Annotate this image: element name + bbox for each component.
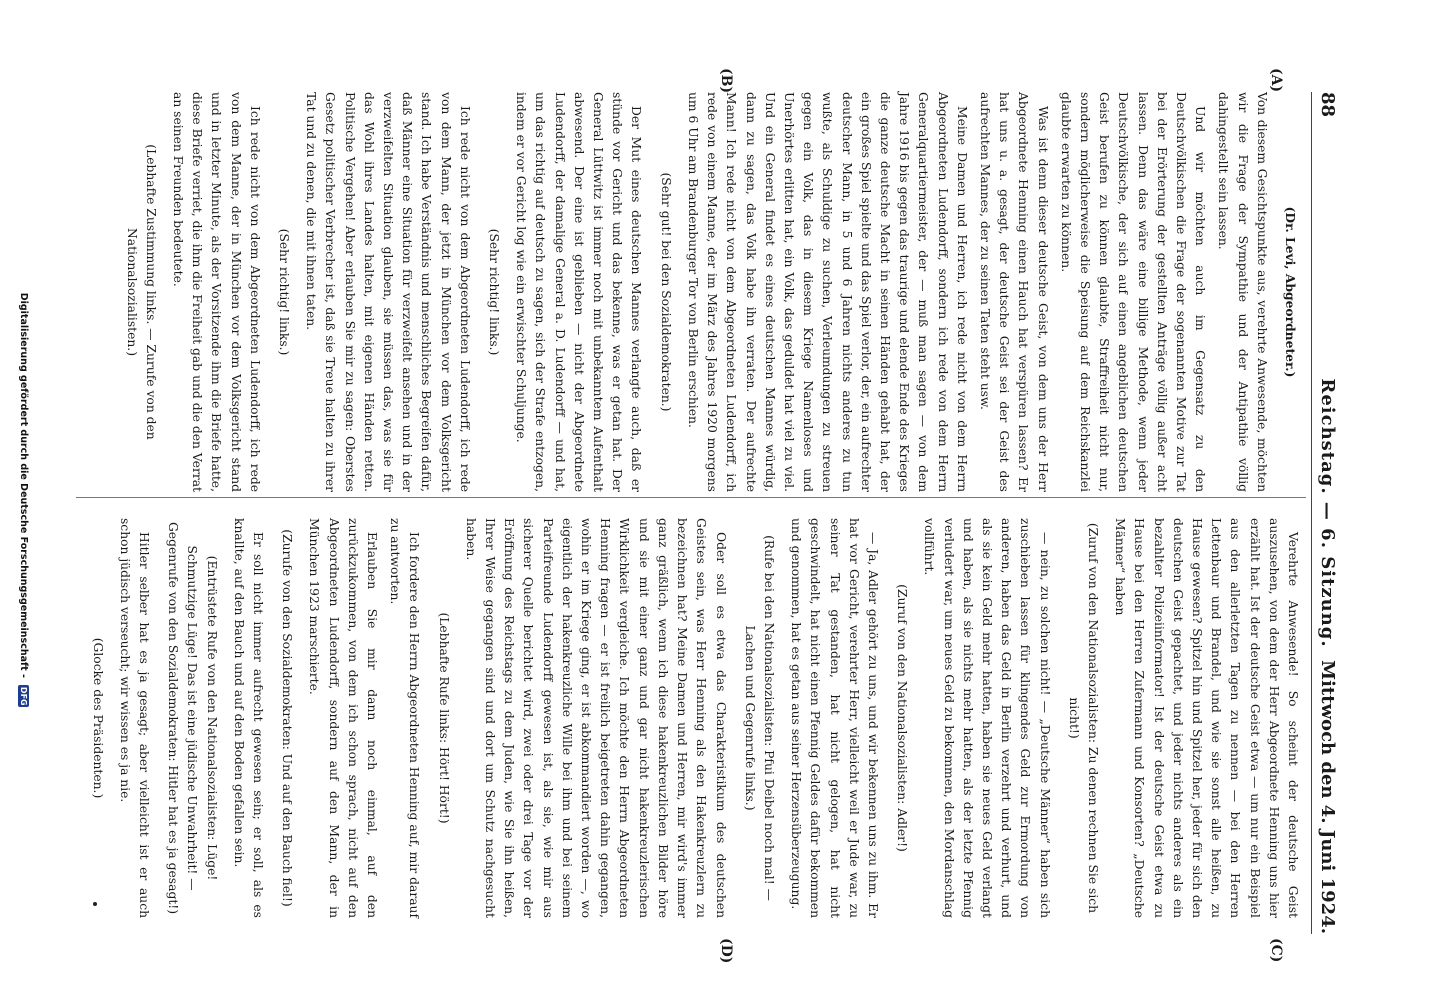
- right-column: [77, 518, 1302, 918]
- interjection: (Entrüstete Rufe von den Nationalsozialisten: Lüge! Schmutzige Lüge! Das ist eine jüdische Unwahrheit! — Gegenrufe von den Sozialdemokraten: Hitler hat es ja gesagt!): [166, 521, 219, 915]
- interjection: (Sehr richtig! links.): [277, 228, 292, 356]
- paragraph: Oder soll es etwa das Charakteristikum des deutschen Geistes sein, was Herr Henning als den Hakenkreuzlern zu bezeichnen hat? Meine Damen und Herren, mir wird's immer ganz gräßlich, wenn ich diese hakenkreuzlichen Bilder höre und sie mit einer ganz und gar nicht hakenkreuzlerischen Wirklichkeit vergleiche. Ich möchte den Herrn Abgeordneten Henning fragen — er ist freilich beigetreten dahin gegangen, wohin er im Kriege ging, er ist abkommandiert worden —, wo eigentlich der hakenkreuzliche Wille bei ihm und bei seinem Parteifreunde Ludendorff gewesen ist, als sie, wie mir aus sicherer Quelle berichtet wird, zwei oder drei Tage vor der Eröffnung des Reichstags zu dem Juden, wie Sie ihn heißen, Ihrer Weise gegangen sind und dort um Schutz nachgesucht haben.: [463, 518, 728, 918]
- paragraph: Von diesem Gesichtspunkte aus, verehrte Anwesende, möchten wir die Frage der Sympathie und der Antipathie völlig dahingestellt sein lassen.: [1216, 92, 1269, 492]
- paragraph: Was ist denn dieser deutsche Geist, von dem uns der Herr Abgeordnete Henning einen Hauch hat verspüren lassen? Er hat uns u. a. gesagt, der deutsche Geist sei der Geist des aufrechten Mannes, der zu seinen Taten steht usw.: [977, 92, 1050, 492]
- header-rule: [1311, 92, 1312, 934]
- footer-text: Digitalisierung gefördert durch die Deutsche Forschungsgemeinschaft -: [18, 292, 29, 678]
- interjection: (Lebhafte Zustimmung links. — Zurufe von den Nationalsozialisten.): [124, 144, 158, 440]
- digitization-footer: [18, 0, 29, 1000]
- page-header: [1308, 92, 1344, 934]
- paragraph: Ich fordere den Herrn Abgeordneten Henning auf, mir darauf zu antworten.: [388, 518, 422, 918]
- margin-mark-d: (D): [718, 938, 734, 964]
- interjection: (Sehr richtig! links.): [487, 228, 502, 356]
- paragraph: Verehrte Anwesende! So scheint der deutsche Geist auszusehen, von dem der Herr Abgeordnete Henning uns hier erzählt hat. Ist der deutsche Geist etwa — um nur ein Beispiel aus den allerletzten Tagen zu nennen — bei den Herren Lettenbaur und Brandel, und wie sie sonst alle heißen, zu Hause gewesen? Spitzel hin und Spitzel her, jeder für sich den deutschen Geist gepachtet, und jeder nichts anderes als ein bezahlter Polizeiinformator! Ist der deutsche Geist etwa zu Hause bei den Herren Zufermann und Konsorten? „Deutsche Männer“ haben: [1113, 518, 1300, 918]
- stray-dot: [93, 902, 97, 906]
- paragraph: — Ja, Adler gehört zu uns, und wir bekennen uns zu ihm. Er hat vor Gericht, verehrter Herr, vielleicht weil er Jude war, zu seiner Tat gestanden, hat nicht gelogen, hat nicht geschwindelt, hat nicht einen Pfennig Geldes dafür bekommen und genommen, hat es getan aus seiner Herzensüberzeugung.: [789, 518, 880, 918]
- interjection: (Rufe bei den Nationalsozialisten: Pfui Deibel noch mal! — Lachen und Gegenrufe links.): [742, 535, 776, 901]
- page-number: 88: [1317, 92, 1338, 118]
- interjection: (Zuruf von den Nationalsozialisten: Zu denen rechnen Sie sich nicht!): [1066, 522, 1100, 914]
- paragraph: Ich rede nicht von dem Abgeordneten Ludendorff, ich rede von dem Manne, der in München vor dem Volksgericht stand und in letzter Minute, als der Vorsitzende ihm die Briefe hatte, diese Briefe verriet, die ihm die Freiheit gab und die den Verrat an seinen Freunden bedeutete.: [171, 92, 262, 492]
- dfg-logo: DFG: [19, 686, 28, 706]
- header-date: Mittwoch den 4. Juni 1924.: [1317, 660, 1338, 934]
- interjection: (Zurufe von den Sozialdemokraten: Und auf den Bauch fiel!): [280, 529, 295, 907]
- interjection: (Lebhafte Rufe links: Hört! Hört!): [436, 612, 451, 824]
- paragraph: Hitler selber hat es ja gesagt; aber vielleicht ist er auch schon jüdisch verseucht; wir wissen es ja nie.: [117, 518, 152, 918]
- paragraph: — nein, zu solchen nicht! — „Deutsche Männer“ haben sich zuschieben lassen für klingendes Geld zur Ermordung von anderen, haben das Geld in Berlin verzehrt und verhurt, und als sie kein Geld mehr hatten, haben sie neues Geld verlangt und haben, als sie nichts mehr hatten, als der letzte Pfennig verludert war, um neues Geld zu bekommen, den Mordanschlag vollführt.: [922, 518, 1052, 918]
- paragraph: Meine Damen und Herren, ich rede nicht von dem Herrn Abgeordneten Ludendorff, sondern ich rede von dem Herrn Generalquartiermeister, der — muß man sagen — von dem Jahre 1916 bis gegen das traurige und elende Ende des Krieges die ganze deutsche Macht in seinen Händen gehabt hat, der ein großes Spiel spielte und das Spiel verlor, der, ein aufrechter deutscher Mann, in 5 und 6 Jahren nichts anderes zu tun wußte, als Schuldige zu suchen, Verleumdungen zu streuen gegen ein Volk, das in diesem Kriege Namenloses und Unerhörtes erlitten hat, ein Volk, das geduldet hat viel zu viel. Und ein General findet es eines deutschen Mannes würdig, dann zu sagen, das Volk habe ihn verraten. Der aufrechte Mann! Ich rede nicht von dem Abgeordneten Ludendorff, ich rede von einem Manne, der im März des Jahres 1920 morgens um 6 Uhr am Brandenburger Tor von Berlin erschien.: [685, 92, 969, 492]
- column-divider: [76, 497, 1306, 498]
- interjection: (Glocke des Präsidenten.): [90, 637, 105, 799]
- paragraph: Erlauben Sie mir dann noch einmal, auf den zurückzukommen, von dem ich schon sprach, nicht auf den Abgeordneten Ludendorff, sondern auf den Mann, der in München 1923 marschierte.: [307, 518, 380, 918]
- paragraph: Er soll nicht immer aufrecht gewesen sein; er soll, als es knallte, auf den Bauch und auf den Boden gefallen sein.: [231, 518, 266, 918]
- margin-mark-a: (A): [1268, 68, 1284, 93]
- paragraph: Ich rede nicht von dem Abgeordneten Ludendorff, ich rede von dem Mann, der jetzt in München vor dem Volksgericht stand. Ich habe Verständnis und menschliches Begreifen dafür, daß Männer eine Situation für verzweifelt ansehen und in der verzweifelten Situation glauben, sie müssen das, was sie für das Wohl ihres Landes halten, mit eigenen Händen retten. Politische Vergehen! Aber erlauben Sie mir zu sagen: Oberstes Gesetz politischer Verbrecher ist, daß sie Treue halten zu ihrer Tat und zu denen, die mit ihnen taten.: [304, 92, 472, 492]
- paragraph: Der Mut eines deutschen Mannes verlangte auch, daß er stünde vor Gericht und das bekenne, was er getan hat. Der General Lüttwitz ist immer noch mit unbekanntem Aufenthalt abwesend. Der eine ist geblieben — nicht der Abgeordnete Ludendorff, der damalige General a. D. Ludendorff — und hat, um das richtig auf deutsch zu sagen, sich der Strafe entzogen, indem er vor Gericht log wie ein erwischter Schuljunge.: [514, 92, 644, 492]
- margin-mark-b: (B): [718, 68, 734, 94]
- speaker-line: (Dr. Levi, Abgeordneter.): [1283, 206, 1298, 378]
- left-column: [111, 92, 1302, 492]
- interjection: (Zuruf von den Nationalsozialisten: Adler!): [895, 584, 910, 852]
- interjection: (Sehr gut! bei den Sozialdemokraten.): [658, 172, 673, 412]
- header-title: Reichstag. — 6. Sitzung.: [1317, 378, 1338, 648]
- paragraph: Und wir möchten auch im Gegensatz zu den Deutschvölkischen die Frage der sogenannten Motive zur Tat bei der Erörterung der gestellten Anträge völlig außer acht lassen. Denn das wäre eine billige Methode, wenn jeder Deutschvölkische, der sich auf einen angeblichen deutschen Geist berufen zu können glaubte, Straffreiheit nicht nur, sondern möglicherweise die Speisung auf dem Reichskanzlei glaubte erwarten zu können.: [1058, 92, 1208, 492]
- margin-mark-c: (C): [1268, 938, 1284, 963]
